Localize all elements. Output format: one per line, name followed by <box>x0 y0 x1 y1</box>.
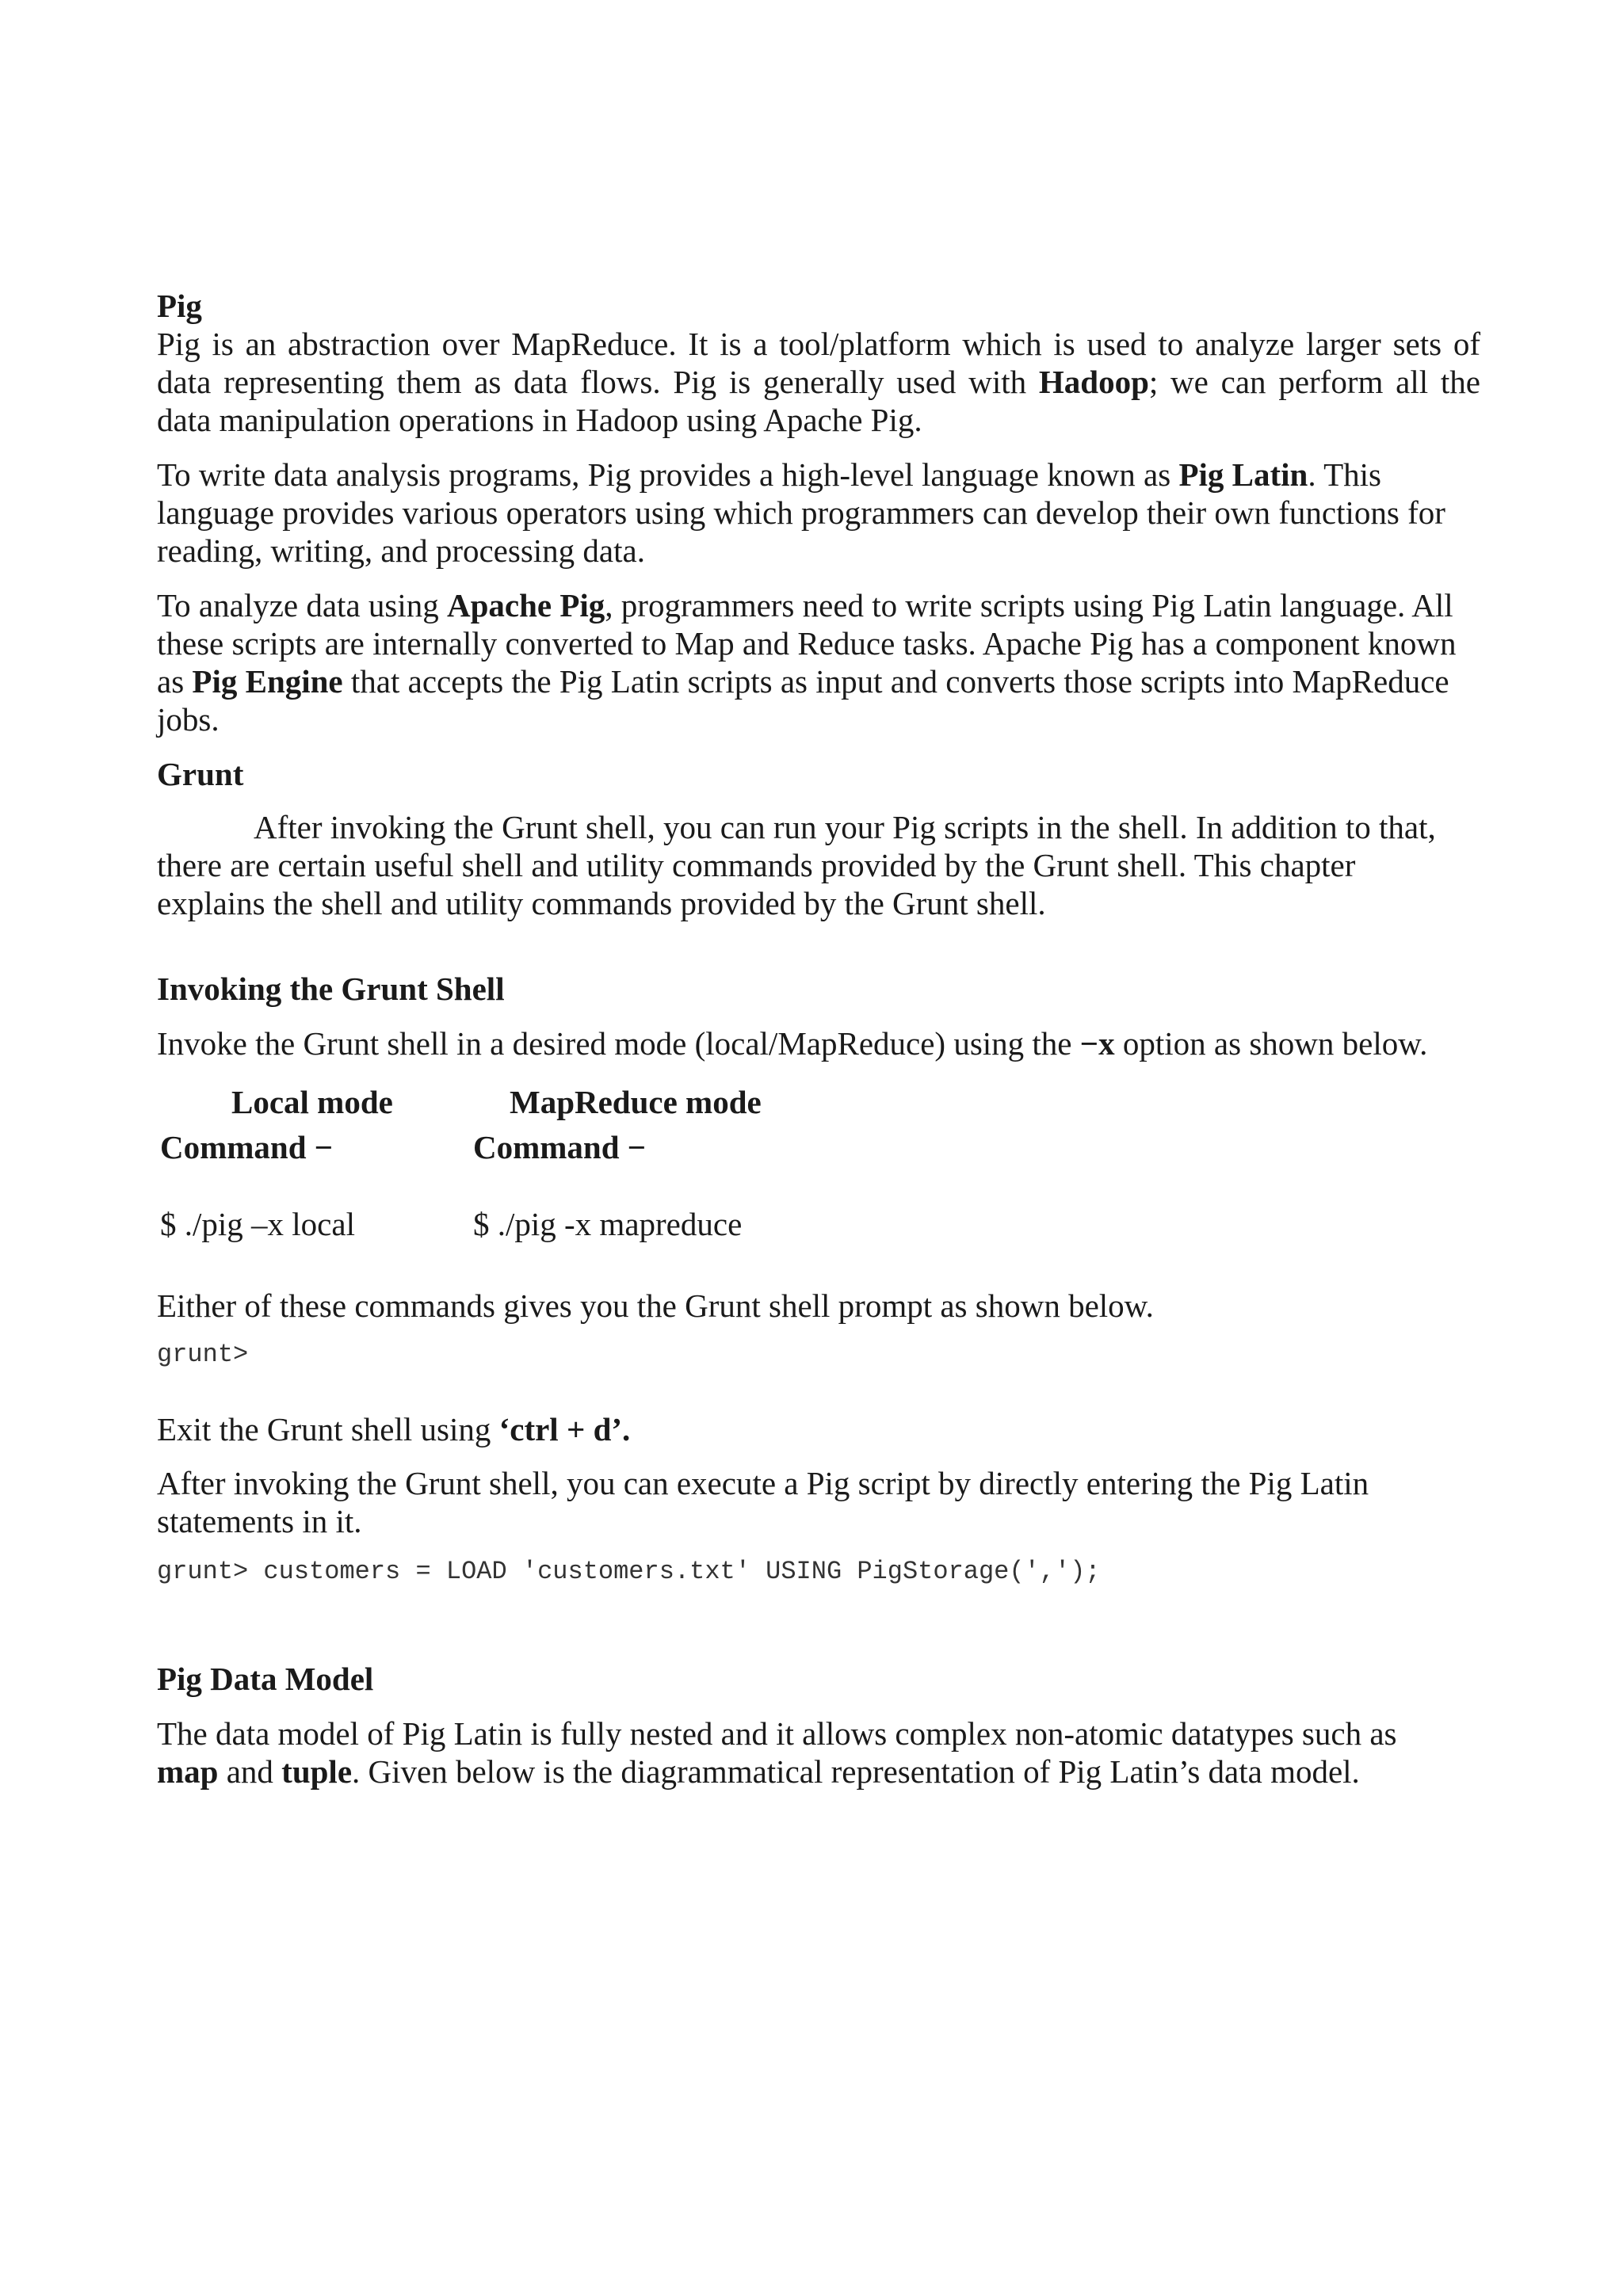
pig-latin-term: Pig Latin <box>1178 456 1308 493</box>
local-command-label: Command − <box>160 1129 334 1165</box>
either-text: Either of these commands gives you the Grunt shell prompt as shown below. <box>157 1287 1154 1324</box>
pig-p3-line2: these scripts are internally converted to Map and Reduce tasks. Apache Pig has a component known <box>157 625 1457 662</box>
mapreduce-command: $ ./pig -x mapreduce <box>473 1206 743 1242</box>
data-model-line1: The data model of Pig Latin is fully nested and it allows complex non-atomic datatypes such as <box>157 1715 1397 1752</box>
after-invoking-line2: statements in it. <box>157 1503 362 1539</box>
data-model-line2: map and tuple. Given below is the diagrammatical representation of Pig Latin’s data model. <box>157 1753 1360 1790</box>
mapreduce-mode-heading: MapReduce mode <box>510 1084 762 1120</box>
pig-p2-line2: language provides various operators using which programmers can develop their own functions for <box>157 494 1445 531</box>
pig-p1-line2: data representing them as data flows. Pig is generally used with Hadoop; we can perform all the <box>157 364 1480 400</box>
load-customers-code: grunt> customers = LOAD 'customers.txt' USING PigStorage(','); <box>157 1557 1101 1586</box>
invoking-heading: Invoking the Grunt Shell <box>157 971 505 1007</box>
after-invoking-line1: After invoking the Grunt shell, you can execute a Pig script by directly entering the Pig Latin <box>157 1465 1369 1501</box>
local-mode-heading: Local mode <box>231 1084 393 1120</box>
pig-p3-line1: To analyze data using Apache Pig, programmers need to write scripts using Pig Latin language. All <box>157 587 1453 624</box>
pig-p2-line3: reading, writing, and processing data. <box>157 532 645 569</box>
mapreduce-command-label: Command − <box>473 1129 647 1165</box>
grunt-line1: After invoking the Grunt shell, you can run your Pig scripts in the shell. In addition to that, <box>254 809 1436 845</box>
exit-text: Exit the Grunt shell using ‘ctrl + d’. <box>157 1411 631 1447</box>
grunt-heading: Grunt <box>157 756 244 792</box>
invoking-intro: Invoke the Grunt shell in a desired mode (local/MapReduce) using the −x option as shown below. <box>157 1025 1428 1062</box>
hadoop-term: Hadoop <box>1038 364 1149 400</box>
pig-p3-line4: jobs. <box>157 701 220 738</box>
x-option: −x <box>1079 1025 1115 1062</box>
pig-engine-term: Pig Engine <box>192 663 343 700</box>
grunt-line3: explains the shell and utility commands provided by the Grunt shell. <box>157 885 1046 921</box>
pig-p2-line1: To write data analysis programs, Pig provides a high-level language known as Pig Latin. This <box>157 456 1382 493</box>
pig-p1-line1: Pig is an abstraction over MapReduce. It is a tool/platform which is used to analyze larger sets of <box>157 326 1480 362</box>
pig-p3-line3: as Pig Engine that accepts the Pig Latin scripts as input and converts those scripts into MapReduce <box>157 663 1449 700</box>
grunt-prompt-code: grunt> <box>157 1340 249 1369</box>
data-model-heading: Pig Data Model <box>157 1661 374 1697</box>
tuple-term: tuple <box>281 1753 353 1790</box>
ctrl-d-keys: ‘ctrl + d’. <box>498 1411 631 1447</box>
grunt-line2: there are certain useful shell and utility commands provided by the Grunt shell. This chapter <box>157 847 1356 883</box>
pig-heading: Pig <box>157 288 202 324</box>
pig-p1-line3: data manipulation operations in Hadoop using Apache Pig. <box>157 402 922 438</box>
map-term: map <box>157 1753 219 1790</box>
local-command: $ ./pig –x local <box>160 1206 355 1242</box>
apache-pig-term: Apache Pig <box>447 587 605 624</box>
